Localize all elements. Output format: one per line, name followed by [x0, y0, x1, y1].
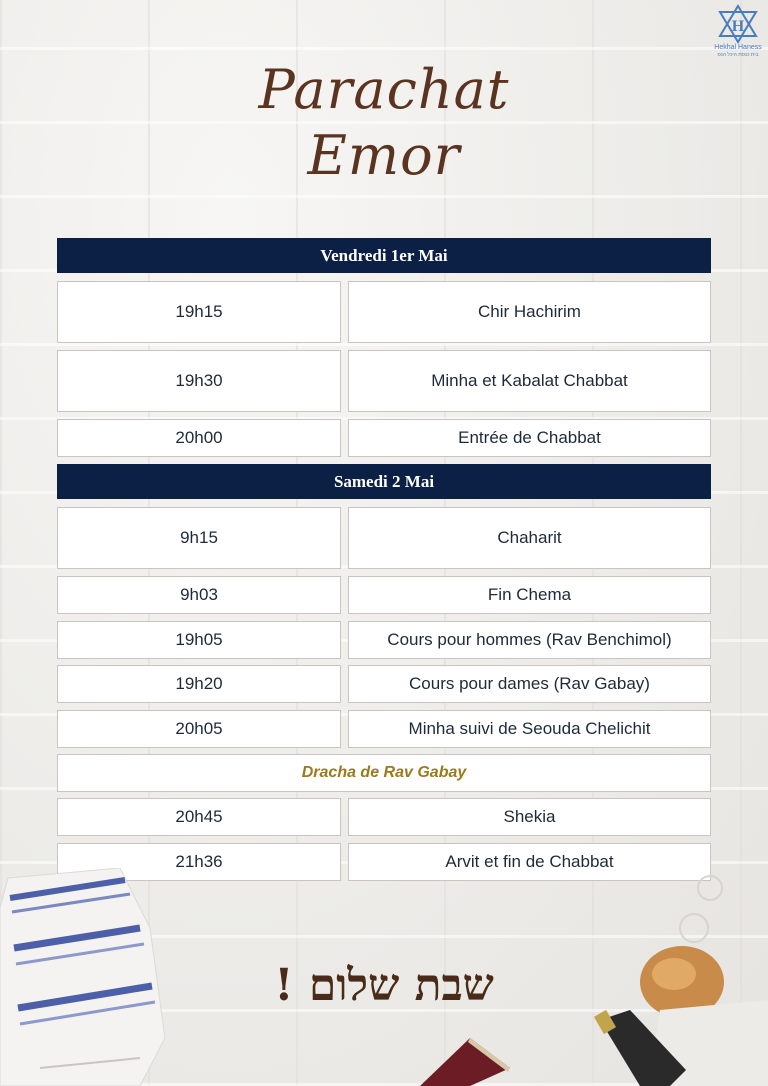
shabbat-shalom-greeting: שבת שלום !	[274, 960, 494, 1011]
saturday-time-3: 19h05	[57, 621, 341, 659]
logo-brand: Hekhal Haness	[714, 44, 762, 51]
friday-event-1: Chir Hachirim	[348, 281, 711, 343]
prayer-book-illustration	[410, 1028, 510, 1086]
dracha-note: Dracha de Rav Gabay	[57, 754, 711, 792]
logo-letter: H	[731, 18, 745, 35]
friday-header: Vendredi 1er Mai	[57, 238, 711, 273]
page-title-line1: Parachat	[258, 58, 510, 121]
saturday-event-3: Cours pour hommes (Rav Benchimol)	[348, 621, 711, 659]
saturday-event-1: Chaharit	[348, 507, 711, 569]
saturday-event-7: Arvit et fin de Chabbat	[348, 843, 711, 881]
synagogue-logo	[712, 4, 764, 66]
friday-event-2: Minha et Kabalat Chabbat	[348, 350, 711, 412]
saturday-event-5: Minha suivi de Seouda Chelichit	[348, 710, 711, 748]
star-of-david-icon	[716, 4, 760, 44]
wine-glasses-illustration	[672, 870, 732, 950]
friday-event-3: Entrée de Chabbat	[348, 419, 711, 457]
page-title-line2: Emor	[307, 124, 461, 187]
saturday-event-4: Cours pour dames (Rav Gabay)	[348, 665, 711, 703]
friday-time-1: 19h15	[57, 281, 341, 343]
saturday-time-7: 21h36	[57, 843, 341, 881]
saturday-event-6: Shekia	[348, 798, 711, 836]
friday-time-3: 20h00	[57, 419, 341, 457]
logo-brand-sub: בית כנסת היכל הנס	[717, 52, 759, 58]
friday-time-2: 19h30	[57, 350, 341, 412]
saturday-time-2: 9h03	[57, 576, 341, 614]
saturday-time-1: 9h15	[57, 507, 341, 569]
saturday-time-4: 19h20	[57, 665, 341, 703]
saturday-header: Samedi 2 Mai	[57, 464, 711, 499]
saturday-time-5: 20h05	[57, 710, 341, 748]
saturday-event-2: Fin Chema	[348, 576, 711, 614]
saturday-time-6: 20h45	[57, 798, 341, 836]
